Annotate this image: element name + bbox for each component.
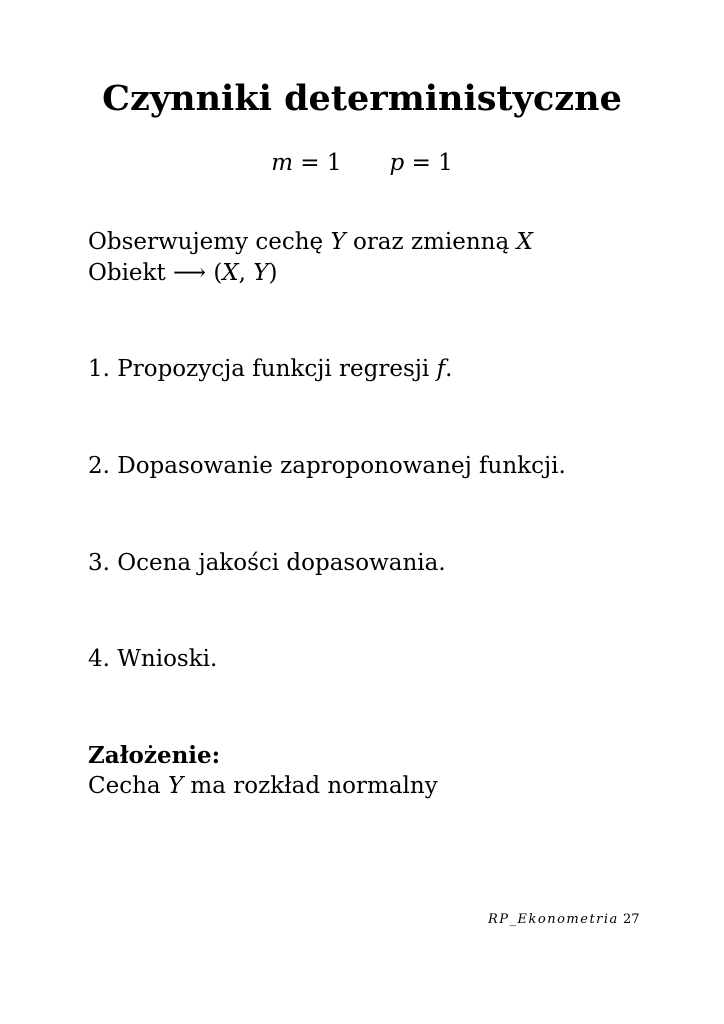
step-4: 4. Wnioski. (88, 646, 218, 672)
param-m-eq: = 1 (293, 150, 342, 176)
page-number: 27 (622, 912, 640, 927)
step-1-end: . (445, 356, 453, 382)
param-p-var: p (389, 150, 405, 176)
intro-var-x: X (516, 229, 533, 255)
page-footer (488, 912, 639, 927)
step-3: 3. Ocena jakości dopasowania. (88, 550, 446, 576)
intro-line-1-mid: oraz zmienną (345, 229, 517, 255)
assumption-text-after: ma rozkład normalny (183, 773, 438, 799)
assumption-text (88, 773, 438, 799)
intro-var-y: Y (330, 229, 346, 255)
footer-label: RP_Ekonometria (488, 912, 619, 927)
intro-line-1-text: Obserwujemy cechę (88, 229, 331, 255)
intro-line-1 (88, 229, 533, 255)
intro-line-2-text: Obiekt ⟶ ( (88, 260, 223, 286)
step-2: 2. Dopasowanie zaproponowanej funkcji. (88, 453, 566, 479)
object-var-y: Y (253, 260, 269, 286)
param-p (390, 150, 453, 176)
step-1 (88, 356, 452, 382)
assumption-heading: Założenie: (88, 742, 221, 769)
parameters-line (0, 150, 724, 176)
param-m-var: m (271, 150, 293, 176)
assumption-var-y: Y (167, 773, 184, 799)
param-m (271, 150, 341, 176)
object-sep: , (238, 260, 254, 286)
param-p-eq: = 1 (404, 150, 453, 176)
step-1-var-f: f (436, 356, 446, 382)
step-1-text: 1. Propozycja funkcji regresji (88, 356, 437, 382)
object-var-x: X (222, 260, 239, 286)
object-end: ) (268, 260, 278, 286)
page-title: Czynniki deterministyczne (102, 78, 622, 119)
assumption-text-before: Cecha (88, 773, 168, 799)
intro-line-2 (88, 260, 277, 286)
